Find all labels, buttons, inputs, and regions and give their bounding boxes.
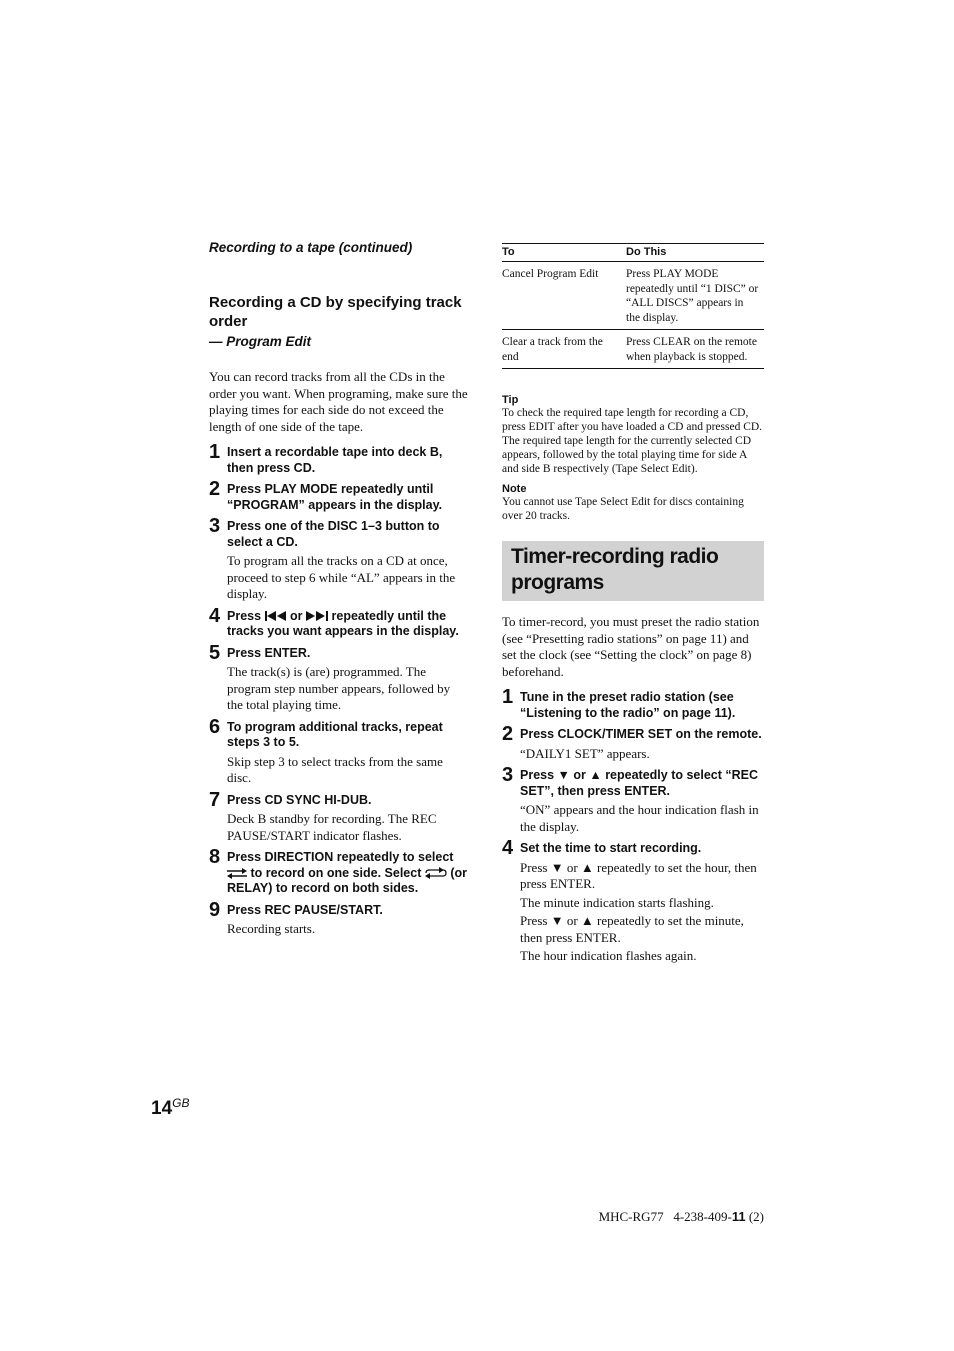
section-intro: To timer-record, you must preset the radio station (see “Presetting radio stations” on page 11) and set the clock (see “Setting the clock” on page 8) beforehand. (502, 614, 760, 679)
step-number: 1 (209, 441, 221, 463)
page-number-suffix: GB (172, 1096, 190, 1110)
step-title-part: Press DIRECTION repeatedly to select (227, 850, 454, 864)
step-title (227, 850, 469, 897)
step-title: To program additional tracks, repeat steps 3 to 5. (227, 719, 443, 749)
step-title-part: or (290, 608, 303, 623)
table-cell: Press CLEAR on the remote when playback is stopped. (626, 330, 764, 369)
page-number-value: 14 (151, 1098, 173, 1119)
step-number: 4 (502, 837, 514, 859)
timer-step-4 (502, 837, 764, 965)
step-number: 9 (209, 898, 221, 921)
step-4 (209, 604, 469, 640)
step-title-part: (or RELAY) to record on both sides. (227, 865, 467, 895)
step-title: Press ▼ or ▲ repeatedly to select “REC SET”, then press ENTER. (520, 768, 759, 798)
step-body: Press ▼ or ▲ repeatedly to set the hour, then press ENTER. (520, 859, 757, 891)
step-number: 4 (209, 604, 221, 627)
step-title: Press CD SYNC HI-DUB. (227, 792, 372, 807)
step-body: Deck B standby for recording. The REC PAUSE/START indicator flashes. (227, 811, 437, 843)
footer-part-code-bold: 11 (731, 1209, 746, 1224)
table-cell: Clear a track from the end (502, 330, 626, 369)
left-column (209, 240, 469, 944)
step-number: 6 (209, 715, 221, 738)
right-column (502, 243, 764, 971)
step-8 (209, 846, 469, 897)
step-number: 7 (209, 788, 221, 811)
step-title-part: Press (227, 608, 262, 623)
table-header-cell: Do This (626, 244, 764, 262)
footer-part-suffix: (2) (748, 1209, 764, 1224)
step-number: 2 (209, 478, 221, 500)
section-banner (502, 541, 764, 601)
timer-step-1 (502, 686, 764, 721)
tip-text: To check the required tape length for recording a CD, press EDIT after you have loaded a CD and pressed CD. The required tape length for the currently selected CD appears, followed by the total playing time for side A and side B respectively (Tape Select Edit). (502, 407, 763, 475)
one-side-direction-icon (227, 868, 247, 879)
both-sides-direction-icon (425, 867, 447, 879)
tip-heading: Tip (502, 394, 519, 406)
step-number: 8 (209, 846, 221, 868)
note-heading: Note (502, 483, 527, 495)
step-body: Press ▼ or ▲ repeatedly to set the minute, then press ENTER. (520, 913, 744, 945)
step-title: Press one of the DISC 1–3 button to select a CD. (227, 519, 440, 549)
step-number: 3 (502, 764, 514, 786)
step-title: Press CLOCK/TIMER SET on the remote. (520, 727, 762, 741)
footer-code (599, 1209, 764, 1225)
step-body: “DAILY1 SET” appears. (520, 745, 650, 761)
step-9 (209, 898, 469, 938)
step-title: Insert a recordable tape into deck B, then press CD. (227, 445, 443, 475)
step-body: Skip step 3 to select tracks from the same disc. (227, 753, 443, 785)
step-number: 5 (209, 641, 221, 664)
step-title: Press PLAY MODE repeatedly until “PROGRAM” appears in the display. (227, 482, 443, 512)
table-cell: Press PLAY MODE repeatedly until “1 DISC” or “ALL DISCS” appears in the display. (626, 262, 764, 330)
program-edit-table (502, 243, 764, 369)
step-2 (209, 478, 469, 513)
step-body: To program all the tracks on a CD at once, proceed to step 6 while “AL” appears in the display. (227, 553, 456, 601)
previous-track-icon (265, 611, 287, 621)
step-body: The track(s) is (are) programmed. The program step number appears, followed by the total playing time. (227, 664, 451, 712)
step-number: 3 (209, 515, 221, 537)
step-5 (209, 641, 469, 714)
page-number (151, 1096, 189, 1120)
step-number: 2 (502, 723, 514, 745)
table-header-row (502, 244, 764, 262)
table-row (502, 330, 764, 369)
running-header: Recording to a tape (continued) (209, 240, 413, 255)
step-number: 1 (502, 686, 514, 708)
step-title-part: to record on one side. Select (250, 865, 422, 880)
step-1 (209, 441, 469, 476)
step-title: Tune in the preset radio station (see “Listening to the radio” on page 11). (520, 690, 736, 720)
step-title: Press REC PAUSE/START. (227, 902, 383, 917)
step-body: Recording starts. (227, 921, 316, 936)
step-7 (209, 788, 469, 845)
step-title: Set the time to start recording. (520, 841, 702, 855)
note-text: You cannot use Tape Select Edit for discs containing over 20 tracks. (502, 496, 744, 522)
section-intro: You can record tracks from all the CDs in the order you want. When programing, make sure the playing times for each side do not exceed the length of one side of the tape. (209, 369, 468, 434)
step-body: The minute indication starts flashing. (520, 894, 714, 910)
footer-model: MHC-RG77 (598, 1209, 664, 1224)
next-track-icon (306, 611, 328, 621)
section-title: Recording a CD by specifying track order (209, 294, 462, 330)
step-body: “ON” appears and the hour indication flash in the display. (520, 802, 759, 834)
step-title: Press ENTER. (227, 645, 311, 660)
table-header-cell: To (502, 244, 626, 262)
section-title: Timer-recording radio programs (511, 545, 719, 594)
timer-step-2 (502, 723, 764, 762)
step-3 (209, 515, 469, 603)
step-title-part: repeatedly until the tracks you want appears in the display. (227, 608, 459, 638)
section-subtitle: — Program Edit (209, 334, 312, 349)
footer-part-code: 4-238-409- (673, 1209, 732, 1224)
timer-step-3 (502, 764, 764, 835)
step-6 (209, 715, 469, 787)
table-cell: Cancel Program Edit (502, 262, 626, 330)
table-row (502, 262, 764, 330)
step-title (227, 609, 469, 640)
step-body: The hour indication flashes again. (520, 948, 697, 963)
